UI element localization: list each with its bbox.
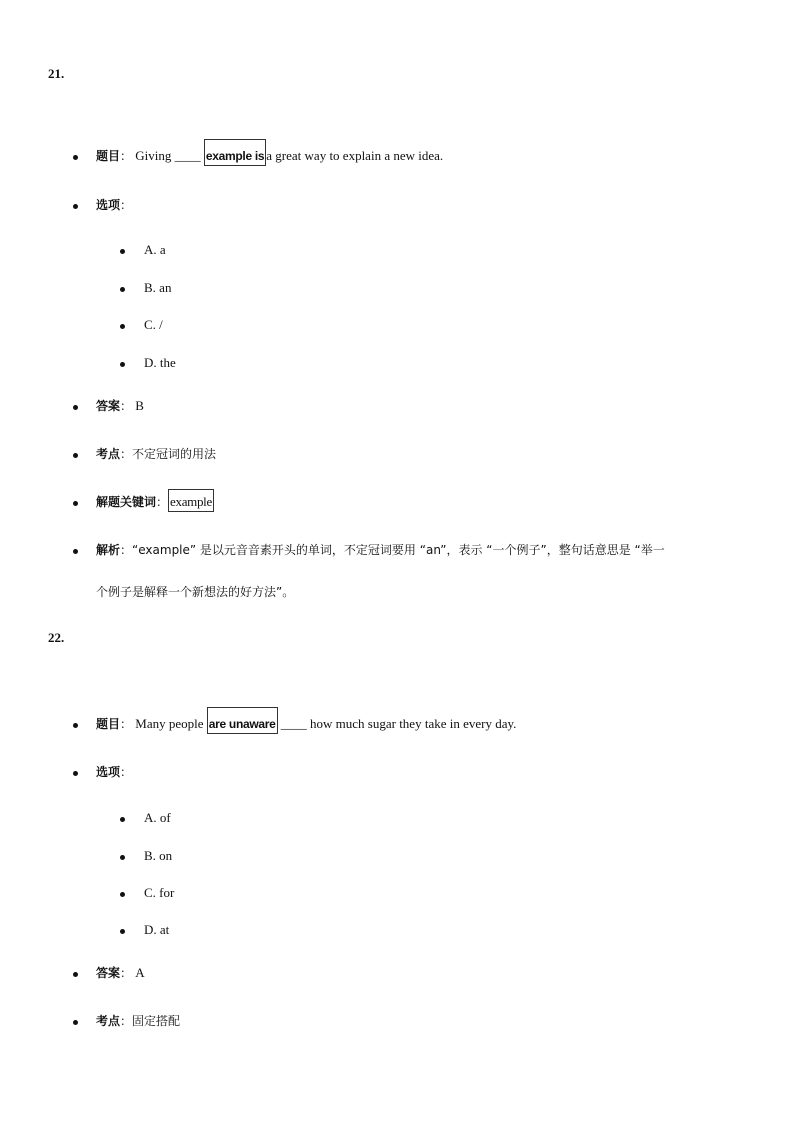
point-value: 不定冠词的用法	[132, 447, 217, 461]
bullet-icon	[73, 723, 78, 728]
bullet-icon	[120, 855, 125, 860]
question-number: 21.	[48, 66, 65, 81]
bullet-icon	[73, 771, 78, 776]
point-value: 固定搭配	[132, 1014, 181, 1028]
stem-label: 题目	[96, 149, 121, 163]
bullet-icon	[73, 972, 78, 977]
bullet-icon	[73, 1020, 78, 1025]
stem-label: 题目	[96, 717, 121, 731]
stem-keyword-box: example is	[204, 139, 266, 166]
bullet-icon	[120, 892, 125, 897]
bullet-icon	[73, 204, 78, 209]
stem-text-before: Giving ____	[135, 148, 204, 163]
bullet-icon	[120, 287, 125, 292]
question-number: 22.	[48, 630, 65, 645]
bullet-icon	[73, 453, 78, 458]
bullet-icon	[73, 501, 78, 506]
keyword-box: example	[168, 489, 214, 512]
answer-value: B	[135, 398, 144, 413]
answer-value: A	[135, 965, 145, 980]
bullet-icon	[120, 324, 125, 329]
bullet-icon	[120, 362, 125, 367]
bullet-icon	[120, 249, 125, 254]
analysis-text: “example” 是以元音音素开头的单词，不定冠词要用 “an”，表示 “一个例子”，整句话意思是 “举一	[132, 543, 665, 557]
bullet-icon	[120, 929, 125, 934]
bullet-icon	[73, 155, 78, 160]
bullet-icon	[120, 817, 125, 822]
stem-keyword-box: are unaware	[207, 707, 278, 734]
bullet-icon	[73, 549, 78, 554]
bullet-icon	[73, 405, 78, 410]
stem-text-after: a great way to explain a new idea.	[266, 148, 444, 163]
stem-text-before: Many people	[135, 716, 207, 731]
stem-text-after: ____ how much sugar they take in every day.	[277, 716, 517, 731]
